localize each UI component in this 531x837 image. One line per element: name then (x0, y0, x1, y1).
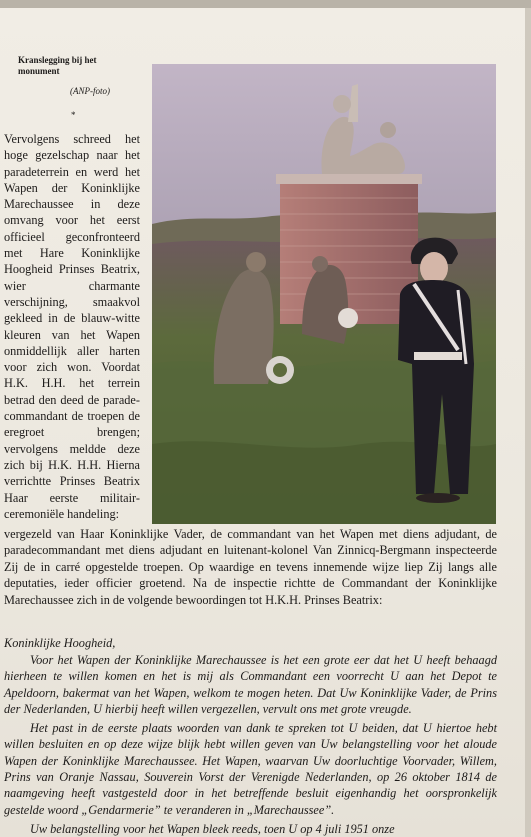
speech-paragraph: Het past in de eerste plaats woorden van dank te spreken tot U beiden, dat U hiertoe hebt willen besluiten en op deze wijze blijk hebt willen geven van Uw belangstelling voor het aloude Wapen der Koninklijke Marechaussee. Het Wapen, waarvan Uw doorluchtige Voorvader, Willem, Prins van Oranje Nassau, Souverein Vorst der Verenigde Nederlanden, op 26 oktober 1814 de naamgeving heeft vastgesteld door in het betreffende besluit eigenhandig het oorspronkelijk gestelde woord „Gendarmerie” te veranderen in „Marechaussee”. (4, 721, 497, 817)
photo-caption-title: Kranslegging bij het monument (18, 55, 97, 76)
separator-star: * (71, 110, 76, 120)
speech-salutation: Koninklijke Hoogheid, (4, 636, 116, 650)
page-edge (525, 8, 531, 837)
full-width-paragraph: vergezeld van Haar Koninklijke Vader, de commandant van het Wapen met diens adjudant, de paradecommandant met diens adjudant en luitenant-kolonel Van Zinnicq-Bergmann inspecteerde Zij de in carré opgestelde troepen. Op waardige en tevens innemende wijze liep Zij langs alle deputaties, ieder officier groetend. Na de inspectie richtte de Commandant der Koninklijke Marechaussee zich in de volgende bewoordingen tot H.K.H. Prinses Beatrix: (4, 527, 497, 607)
photo-credit: (ANP-foto) (70, 86, 110, 96)
monument-photo (152, 64, 496, 524)
monument-wreath-laying-image (152, 64, 496, 524)
speech-paragraph: Voor het Wapen der Koninklijke Marechaussee is het een grote eer dat het U heeft behaagd hierheen te willen komen en het is mij als Commandant een voorrecht U aan het Depot te Apeldoorn, bakermat van het Wapen, welkom te mogen heten. Dat Uw Koninklijke Vader, de Prins der Nederlanden, U hierbij heeft willen vergezellen, vervult ons met grote vreugde. (4, 653, 497, 716)
speech-paragraph: Uw belangstelling voor het Wapen bleek reeds, toen U op 4 juli 1951 onze (30, 821, 395, 836)
speech-body (4, 652, 497, 837)
left-column-text: Vervolgens schreed het hoge gezelschap naar het paradeterrein en werd het Wapen der Koninklijke Marechaussee in deze omvang voor het eerst officieel geconfronteerd met Hare Koninklijke Hoogheid Prinses Beatrix, wier charmante verschijning, smaakvol gekleed in de blauw-witte kleuren van het Wapen onmiddellijk aller harten voor zich won. Voordat H.K. H.H. het terrein betrad den deed de parade-commandant de troepen de eregroet brengen; vervolgens meldde deze zich bij H.K. H.H. Hierna verrichtte Prinses Beatrix Haar eerste militair-ceremoniële handeling: (4, 132, 140, 521)
scan-top-edge (0, 0, 531, 8)
